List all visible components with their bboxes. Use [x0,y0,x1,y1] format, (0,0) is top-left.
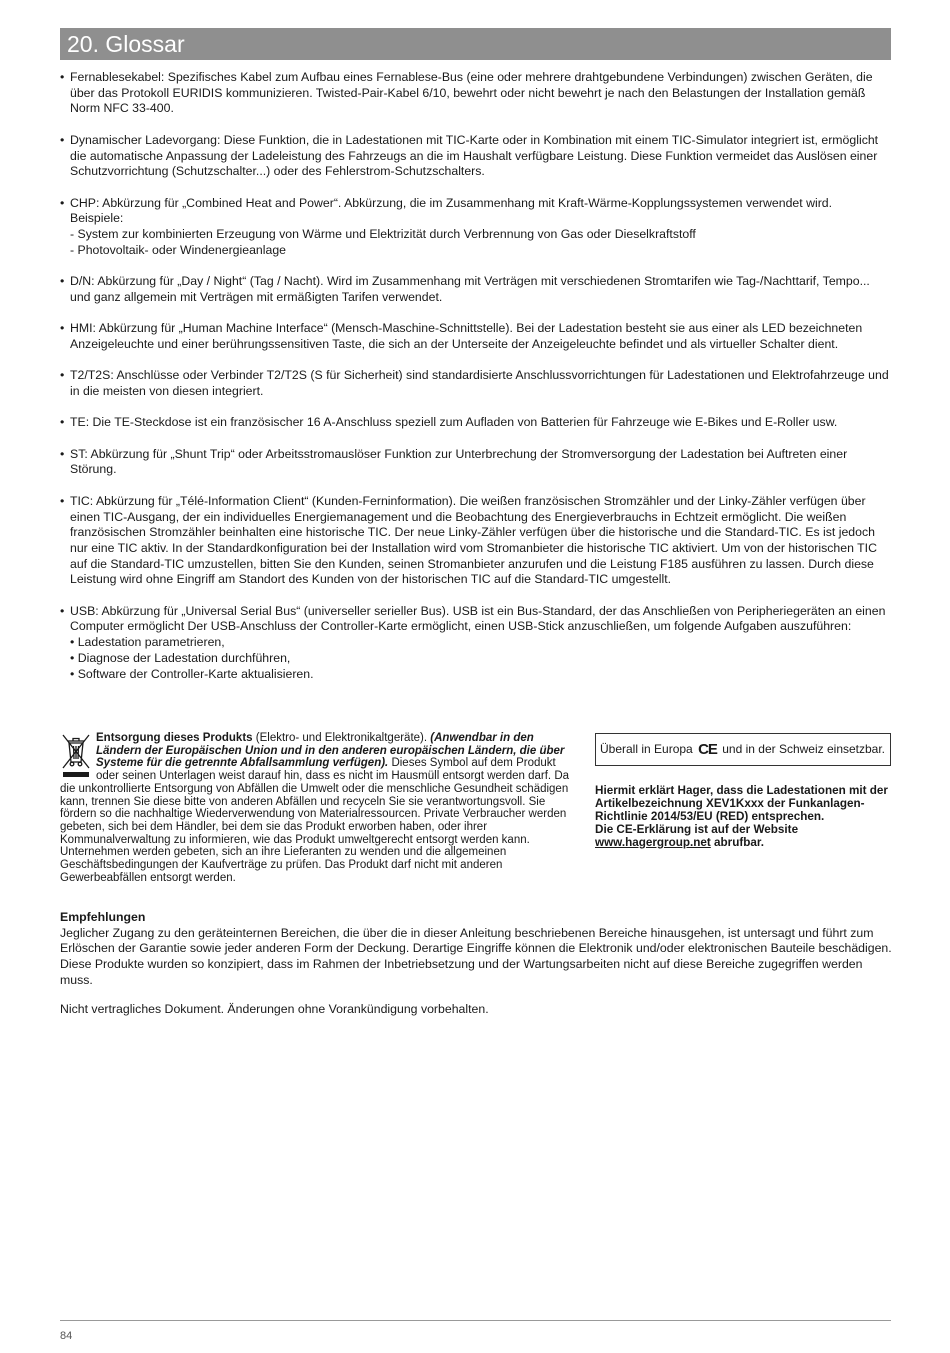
bullet: • [60,70,65,84]
footer-divider [60,1320,891,1321]
glossary-entry-dn [60,274,893,305]
bullet: • [60,603,65,618]
entry-text: Fernablesekabel: Spezifisches Kabel zum Aufbau eines Fernablese-Bus (eine oder mehrere drahtgebundene Verbindungen) zwischen Geräten, die über das Protokoll EURIDIS kommunizieren. Twisted-Pair-Kabel 6/10, bewehrt oder nicht bewehrt je nach den Belastungen der Installation gemäß Norm NFC 33-400. [70,70,873,116]
ce-usage-after: und in der Schweiz einsetzbar. [722,742,886,756]
entry-text: Dynamischer Ladevorgang: Diese Funktion, die in Ladestationen mit TIC-Karte oder in Kombination mit einem TIC-Simulator integriert ist, ermöglicht die automatische Anpassung der Ladeleistung des Fahrzeugs an die im Haushalt verfügbare Leistung. Diese Funktion vermeidet das Auslösen einer Schutzvorrichtung (Schutzschalter...) oder des Fehlerstrom-Schutzschalters. [70,132,879,179]
entry-subline: - Photovoltaik- oder Windenergieanlage [70,242,287,257]
recommendations-body: Jeglicher Zugang zu den geräteinternen Bereichen, die über die in dieser Anleitung beschriebenen Bereiche hinausgehen, ist untersagt und führt zum Erlöschen der Garantie sowie jeder anderen Form der Deckung. Derartige Eingriffe können die Elektronik und/oder elektronischen Bauteile beschädigen. Diese Produkte wurden so konzipiert, dass im Rahmen der Inbetriebsetzung und der Wartungsarbeiten nicht auf diese Bereiche zugegriffen werden muss. [60,925,892,987]
disposal-heading-suffix: (Elektro- und Elektronikaltgeräte). [252,732,431,744]
glossary-entry-st [60,447,893,478]
weee-crossed-bin-icon [60,732,92,778]
entry-text: HMI: Abkürzung für „Human Machine Interface“ (Mensch-Maschine-Schnittstelle). Bei der Ladestation besteht sie aus einer als LED bezeichneten Anzeigeleuchte und einer berührungssensitiven Taste, die sich an der Unterseite der Anzeigeleuchte befindet und als virtueller Schalter dient. [70,321,863,351]
entry-text: USB: Abkürzung für „Universal Serial Bus“ (universeller serieller Bus). USB ist ein Bus-Standard, der das Anschließen von Peripheriegeräten an einen Computer ermöglicht Der USB-Anschluss der Controller-Karte ermöglicht, einen USB-Stick anzuschließen, um folgende Aufgaben auszuführen: [70,603,886,634]
section-title: 20. Glossar [60,28,891,60]
glossary-entry-tic [60,494,893,588]
entry-subline: Beispiele: [70,211,124,226]
disposal-notice [60,732,572,884]
website-suffix: abrufbar. [710,836,765,849]
website-prefix: Die CE-Erklärung ist auf der Website [595,823,799,836]
entry-text: TE: Die TE-Steckdose ist ein französischer 16 A-Anschluss speziell zum Aufladen von Batterien für Fahrzeuge wie E-Bikes und E-Roller usw. [70,415,838,430]
entry-subline: • Software der Controller-Karte aktualisieren. [70,666,314,681]
entry-text: D/N: Abkürzung für „Day / Night“ (Tag / Nacht). Wird im Zusammenhang mit Verträgen mit verschiedenen Stromtarifen wie Tag-/Nachttarif, Tempo... und ganz allgemein mit Verträgen mit ermäßigten Tarifen verwendet. [70,274,870,304]
glossary-entry-chp [60,196,893,259]
glossary-list [60,70,893,698]
ce-usage-before: Überall in Europa [600,742,693,756]
bullet: • [60,132,65,147]
glossary-entry-te [60,415,893,431]
bullet: • [60,415,65,430]
entry-text: TIC: Abkürzung für „Télé-Information Client“ (Kunden-Ferninformation). Die weißen französischen Stromzähler und der Linky-Zähler verfügen über einen TIC-Ausgang, der ein individuelles Energiemanagement und die Beobachtung des Energieverbrauchs in Echtzeit ermöglicht. Die weißen französischen Stromzähler beinhalten eine historische TIC. Der neue Linky-Zähler verfügen über die historische und die Standard-TIC. Es ist jedoch nur eine TIC aktiv. In der Standardkonfiguration bei der Installation wird vom Stromanbieter die historische TIC aktiviert. Um von der historischen TIC auf die Standard-TIC umzustellen, bitten Sie den Kunden, seinen Stromanbieter anzurufen und die Leistung F185 ausführen zu lassen. Durch diese Leistung wird ohne Eingriff am Standort des Kunden von der historischen TIC auf die Standard-TIC umgestellt. [70,493,877,587]
bullet: • [60,274,65,289]
declaration-text: Hiermit erklärt Hager, dass die Ladestationen mit der Artikelbezeichnung XEV1Kxxx der Funkanlagen-Richtlinie 2014/53/EU (RED) entsprechen. [595,784,888,823]
website-link[interactable]: www.hagergroup.net [595,836,711,849]
entry-text: CHP: Abkürzung für „Combined Heat and Power“. Abkürzung, die im Zusammenhang mit Kraft-Wärme-Kopplungssystemen verwendet wird. [70,195,833,210]
bullet: • [60,321,65,336]
conformity-declaration [595,784,891,849]
entry-subline: - System zur kombinierten Erzeugung von Wärme und Elektrizität durch Verbrennung von Gas oder Dieselkraftstoff [70,227,696,241]
disposal-body: Dieses Symbol auf dem Produkt oder seinen Unterlagen weist darauf hin, dass es nicht im Hausmüll entsorgt werden darf. Da die unkontrollierte Entsorgung von Abfällen die Umwelt oder die menschliche Gesundheit schädigen kann, trennen Sie diese bitte von anderen Abfällen und recyceln Sie sie verantwortungsvoll. Sie fördern so die nachhaltige Wiederverwendung von Materialressourcen. Private Verbraucher werden gebeten, sich bei dem Händler, bei dem sie das Produkt erworben haben, oder ihrer Kommunalverwaltung zu informieren, wie das Produkt umweltgerecht entsorgt werden kann. Unternehmen werden gebeten, sich an ihre Lieferanten zu wenden und die allgemeinen Geschäftsbedingungen der Kaufverträge zu prüfen. Das Produkt darf nicht mit anderen Gewerbeabfällen entsorgt werden. [60,757,570,884]
ce-usage-box [595,733,891,766]
disposal-note: (Anwendbar in den Ländern der Europäischen Union und in den anderen europäischen Ländern, die über Systeme für die getrennte Abfallsammlung verfügen). [96,732,565,770]
glossary-entry-dynamischer-ladevorgang [60,133,893,180]
glossary-entry-usb [60,604,893,683]
bullet: • [60,493,65,508]
glossary-entry-hmi [60,321,893,352]
entry-text: ST: Abkürzung für „Shunt Trip“ oder Arbeitsstromauslöser Funktion zur Unterbrechung der Stromversorgung der Ladestation bei Auftreten einer Störung. [70,446,848,477]
glossary-entry-t2-t2s [60,368,893,399]
bullet: • [60,368,65,383]
entry-subline: • Diagnose der Ladestation durchführen, [70,650,291,665]
glossary-entry-fernablesekabel [60,70,893,117]
recommendations-section [60,910,893,989]
bullet: • [60,446,65,461]
page-number: 84 [60,1330,73,1342]
bullet: • [60,195,65,210]
disclaimer: Nicht vertragliches Dokument. Änderungen ohne Vorankündigung vorbehalten. [60,1002,489,1016]
disposal-heading: Entsorgung dieses Produkts [96,732,253,744]
entry-text: T2/T2S: Anschlüsse oder Verbinder T2/T2S (S für Sicherheit) sind standardisierte Anschlussvorrichtungen für Ladestationen und Elektrofahrzeuge und in die meisten von diesen integriert. [70,368,889,398]
recommendations-heading: Empfehlungen [60,910,146,924]
entry-subline: • Ladestation parametrieren, [70,635,225,650]
ce-mark-icon: CE [698,741,717,758]
